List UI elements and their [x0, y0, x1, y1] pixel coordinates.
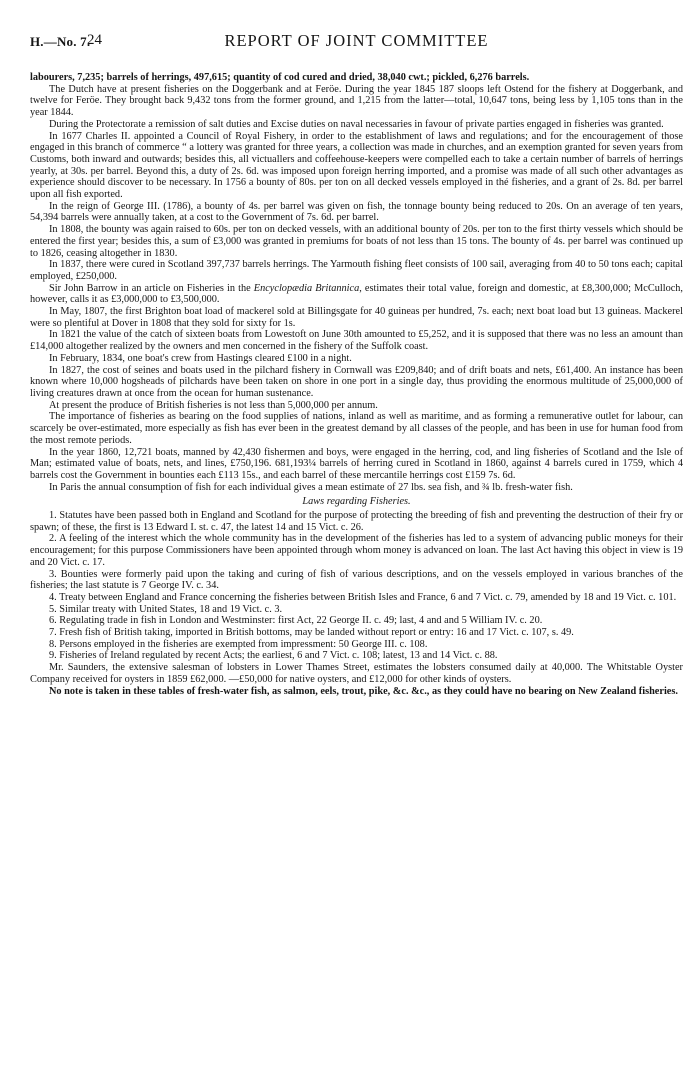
paragraph: In the year 1860, 12,721 boats, manned by 42,430 fishermen and boys, were engaged in the herring, cod, and ling fisheries of Scotland and the Isle of Man; estimated value of boats, nets, and lines, £750,196. 681,193¼ barrels of herring cured in Scotland in 1860, against 4 barrels cured in 1759, which 4 barrels cost the Government in bounties each £113 15s., and each barrel of these mercantile herrings cost £159 7s. 6d. [30, 446, 683, 481]
law-item: 8. Persons employed in the fisheries are exempted from impressment: 50 George III. c. 108. [49, 638, 428, 650]
paragraph: In February, 1834, one boat's crew from Hastings cleared £100 in a night. [49, 352, 352, 364]
text-run: Sir John Barrow in an article on Fisheries in the [49, 282, 254, 294]
page-header [30, 30, 683, 54]
paragraph: During the Protectorate a remission of salt duties and Excise duties on naval necessaries in favour of private parties engaged in fisheries was granted. [49, 118, 664, 130]
law-item: 1. Statutes have been passed both in England and Scotland for the purpose of protecting the breeding of fish and preventing the destruction of their fry or spawn; of these, the first is 13 Edward I. st. c. 47, the latest 14 and 15 Vict. c. 26. [30, 510, 683, 533]
paragraph: In Paris the annual consumption of fish for each individual gives a mean estimate of 27 lbs. sea fish, and ¾ lb. fresh-water fish. [49, 481, 573, 493]
paragraph: In 1821 the value of the catch of sixteen boats from Lowestoft on June 30th amounted to £5,252, and it is supposed that there was no less an amount than £14,000 altogether realized by the owners and men concerned in the fishery of the Suffolk coast. [30, 329, 683, 353]
law-item: 7. Fresh fish of British taking, imported in British bottoms, may be landed without report or entry: 16 and 17 Vict. c. 107, s. 49. [49, 627, 574, 639]
paragraph: In the reign of George III. (1786), a bounty of 4s. per barrel was given on fish, the tonnage bounty being reduced to 20s. On an average of ten years, 54,394 barrels were annually taken, at a cost to the Government of 7s. 6d. per barrel. [30, 200, 683, 224]
law-item: 4. Treaty between England and France concerning the fisheries between British Isles and France, 6 and 7 Vict. c. 79, amended by 18 and 19 Vict. c. 101. [49, 591, 677, 603]
paragraph: At present the produce of British fisheries is not less than 5,000,000 per annum. [49, 399, 378, 411]
law-item: 6. Regulating trade in fish in London and Westminster: first Act, 22 George II. c. 49; last, 4 and and 5 William IV. c. 20. [49, 615, 543, 627]
paragraph: labourers, 7,235; barrels of herrings, 497,615; quantity of cod cured and dried, 38,040 cwt.; pickled, 6,276 barrels. [30, 72, 530, 83]
section-heading: Laws regarding Fisheries. [302, 496, 411, 508]
paragraph: The Dutch have at present fisheries on the Doggerbank and at Feröe. During the year 1845 187 sloops left Ostend for the fishery at Doggerbank, and twelve for Feröe. They brought back 9,432 tons from the former ground, and 1,215 from the latter—total, 10,647 tons, being less by 1,105 tons than in the year 1844. [30, 83, 683, 119]
document-page [30, 30, 683, 697]
paragraph-barrow [30, 283, 683, 306]
paragraph: In 1677 Charles II. appointed a Council of Royal Fishery, in order to the establishment of laws and regulations; and for the encouragement of those engaged in this branch of commerce “ a lottery was granted for three years, a collection was made in churches, and an exemption granted for seven years from Customs, both inward and outwards; besides this, all victuallers and coffeehouse-keepers were compelled each to take a certain number of barrels of herrings yearly, at 30s. per barrel. Beyond this, a duty of 2s. 6d. was imposed upon foreign herring imported, and a promise was made of all such other advantages as experience should discover to be necessary. In 1756 a bounty of 80s. per ton on all decked vessels employed in thé fisheries, and a grant of 2s. 8d. per barrel upon all fish exported. [30, 130, 683, 201]
paragraph: In 1837, there were cured in Scotland 397,737 barrels herrings. The Yarmouth fishing fleet consists of 100 sail, averaging from 40 to 50 tons each; capital employed, £250,000. [30, 259, 683, 282]
paragraph-final: No note is taken in these tables of fresh-water fish, as salmon, eels, trout, pike, &c. &c., as they could have no bearing on New Zealand fisheries. [49, 685, 678, 697]
paragraph: The importance of fisheries as bearing on the food supplies of nations, inland as well as maritime, and as forming a remunerative outlet for labour, can scarcely be over-estimated, more especially as fish has ever been in the greatest demand by all classes of the people, and has been in use for human food from the most remote periods. [30, 411, 683, 446]
text-run: , estimates their total value, foreign and domestic, at £8,300,000; McCulloch, however, calls it as £3,000,000 to £3,500,000. [30, 282, 684, 306]
paragraph: In May, 1807, the first Brighton boat load of mackerel sold at Billingsgate for 40 guineas per hundred, 7s. each; next boat load but 13 guineas. Mackerel were so plentiful at Dover in 1808 that they sold for sixty for 1s. [30, 306, 683, 329]
law-item: 3. Bounties were formerly paid upon the taking and curing of fish of various descriptions, and on the vessels employed in various branches of the fisheries; the last statute is 7 George IV. c. 34. [30, 568, 683, 592]
paragraph: In 1808, the bounty was again raised to 60s. per ton on decked vessels, with an additional bounty of 20s. per ton to the first thirty vessels which should be entered the first year; besides this, a sum of £3,000 was granted in premiums for boats of not less than 15 tons. The bounty of 4s. per barrel was continued up to 1826, ceasing altogether in 1830. [30, 224, 683, 259]
paragraph: In 1827, the cost of seines and boats used in the pilchard fishery in Cornwall was £209,840; and of drift boats and nets, £61,400. An instance has been known where 10,000 hogsheads of pilchards have been taken on shore in one port in a single day, thus providing the enormous multitude of 25,000,000 of living creatures drawn at once from the ocean for human sustenance. [30, 364, 683, 399]
law-item: 9. Fisheries of Ireland regulated by recent Acts; the earliest, 6 and 7 Vict. c. 108; latest, 13 and 14 Vict. c. 88. [49, 650, 498, 662]
page-title: REPORT OF JOINT COMMITTEE [224, 31, 489, 50]
document-reference: H.—No. 7. [30, 34, 91, 49]
law-item: 2. A feeling of the interest which the whole community has in the development of the fisheries has led to a system of advancing public moneys for their encouragement; for this purpose Commissioners have been appointed through whom money is advanced on loan. The last Act having this object in view is 19 and 20 Vict. c. 17. [30, 533, 683, 568]
work-title: Encyclopædia Britannica [253, 282, 360, 294]
body-text [30, 72, 683, 697]
paragraph: Mr. Saunders, the extensive salesman of lobsters in Lower Thames Street, estimates the lobsters consumed daily at 40,000. The Whitstable Oyster Company received for oysters in 1859 £62,000. —£50,000 for native oysters, and £12,000 for other kinds of oysters. [30, 662, 683, 685]
page-number: 24 [87, 32, 102, 48]
law-item: 5. Similar treaty with United States, 18 and 19 Vict. c. 3. [49, 603, 283, 615]
